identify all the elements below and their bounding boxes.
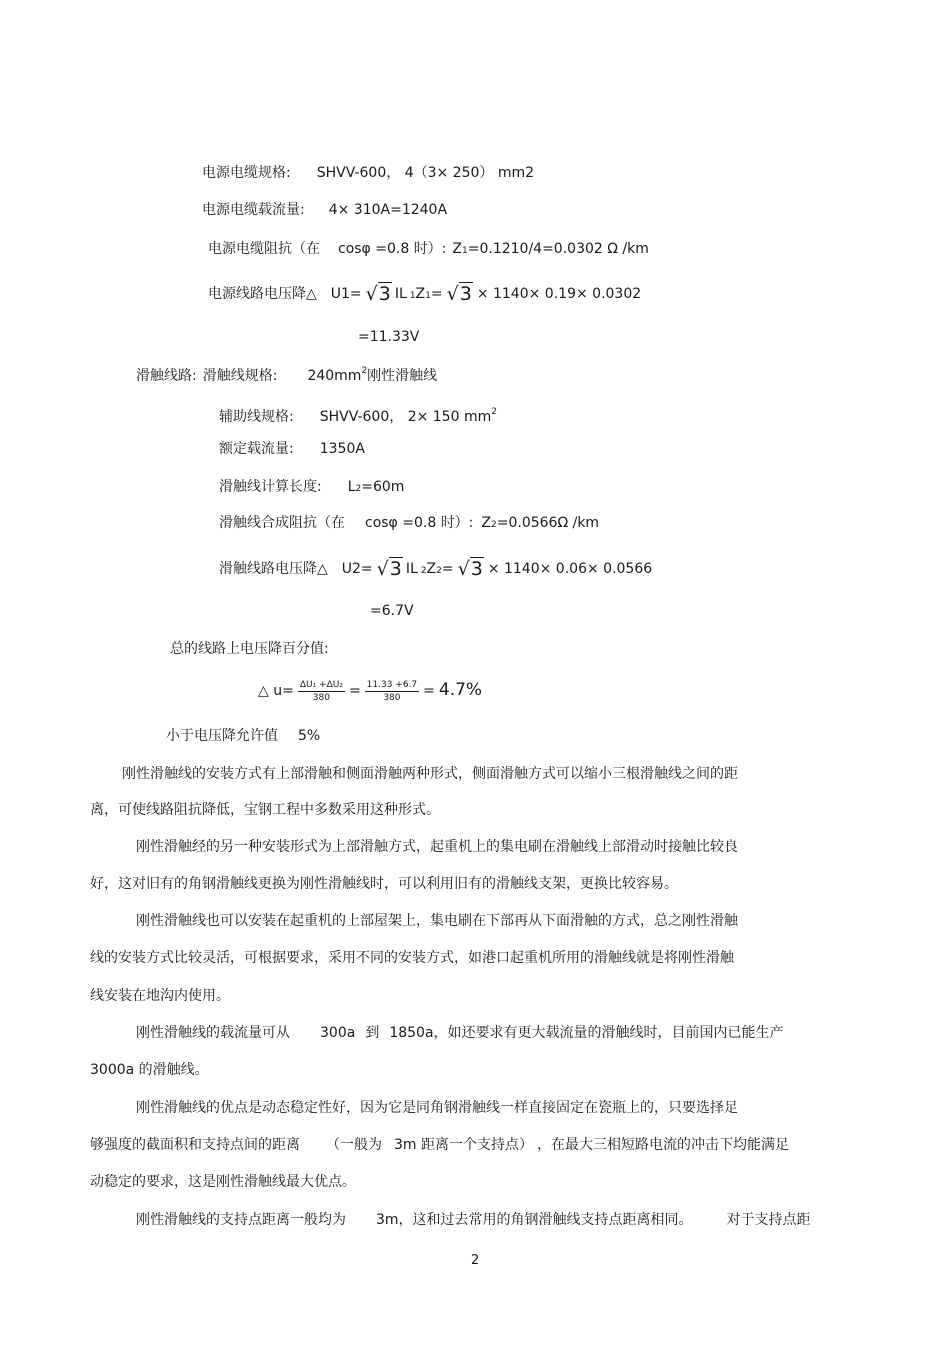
total-allow-label: 小于电压降允许值	[166, 728, 278, 744]
trolley-aux-value: SHVV-600， 2× 150 mm	[319, 409, 492, 425]
trolley-drop-result: =6.7V	[370, 603, 414, 619]
power-cable-impedance-z: Z	[452, 241, 462, 257]
power-cable-drop-result: =11.33V	[358, 329, 420, 345]
power-cable-capacity-value: 4× 310A=1240A	[328, 202, 448, 218]
total-allow-line	[166, 727, 320, 745]
paragraph-1-line-1: 刚性滑触线的安装方式有上部滑触和侧面滑触两种形式，侧面滑触方式可以缩小三根滑触线之间的距	[122, 766, 738, 782]
total-frac-1: $\frac{\text{ΔU₁ +ΔU₂}}{380}$	[299, 679, 343, 703]
trolley-spec-tail: 刚性滑触线	[367, 368, 438, 384]
trolley-drop-l-sub: 2	[420, 566, 427, 576]
total-eq-1: =	[348, 683, 361, 699]
trolley-imp-sub: 2	[491, 520, 497, 530]
trolley-length-line	[219, 478, 404, 498]
sqrt-three-3: √3	[376, 558, 402, 580]
p6-text-c: 对于支持点距	[726, 1212, 811, 1228]
trolley-drop-eq: =	[441, 561, 454, 577]
trolley-drop-il: IL	[405, 561, 418, 577]
p4-text-b: 300a	[320, 1025, 356, 1041]
sqrt-three-2: √3	[446, 283, 472, 305]
p5-text-a: 够强度的截面积和支持点间的距离	[90, 1137, 300, 1153]
paragraph-3-line-2: 线的安装方式比较灵活，可根据要求，采用不同的安装方式，如港口起重机所用的滑触线就是将刚性滑触	[90, 950, 734, 966]
paragraph-4-line-1	[136, 1024, 784, 1042]
p4-text-a: 刚性滑触线的载流量可从	[136, 1025, 290, 1041]
p5-text-b: （一般为	[326, 1137, 382, 1153]
trolley-aux-label: 辅助线规格:	[219, 409, 294, 425]
total-eq-2: =	[423, 683, 435, 699]
power-cable-spec-value: SHVV-600， 4（3× 250） mm2	[316, 165, 535, 181]
paragraph-3-line-3: 线安装在地沟内使用。	[90, 988, 230, 1004]
trolley-rated-line	[219, 440, 365, 458]
trolley-imp-z: Z	[481, 515, 491, 531]
total-allow-value: 5%	[298, 728, 321, 744]
power-cable-capacity-label: 电源电缆载流量:	[202, 202, 305, 218]
power-cable-capacity-line	[202, 201, 447, 219]
power-cable-drop-eq: =	[430, 286, 443, 302]
trolley-drop-z: Z	[426, 561, 437, 577]
p6-text-a: 刚性滑触线的支持点距离一般均为	[136, 1212, 346, 1228]
power-cable-impedance-value: =0.1210/4=0.0302 Ω /km	[467, 241, 649, 257]
total-label: 总的线路上电压降百分值:	[170, 641, 329, 657]
p4-text-d: 1850a，如还要求有更大载流量的滑触线时，目前国内已能生产	[389, 1025, 784, 1041]
trolley-imp-cos: cosφ =0.8 时）:	[365, 515, 474, 531]
trolley-drop-line	[219, 560, 652, 580]
p6-text-b: 3m，这和过去常用的角钢滑触线支持点距离相同。	[376, 1212, 693, 1228]
total-formula	[258, 677, 482, 704]
p4-text-c: 到	[365, 1025, 380, 1041]
trolley-drop-tail: × 1140× 0.06× 0.0566	[487, 561, 653, 577]
power-cable-drop-l-sub: 1	[409, 291, 416, 301]
power-cable-drop-il: IL	[394, 286, 407, 302]
trolley-rated-value: 1350A	[319, 441, 365, 457]
trolley-length-sub: 2	[355, 484, 362, 494]
trolley-heading: 滑触线路:	[136, 368, 197, 384]
trolley-aux-sup: 2	[491, 407, 497, 417]
paragraph-4-line-2: 3000a 的滑触线。	[90, 1062, 209, 1078]
trolley-spec-line	[136, 362, 437, 385]
trolley-length-value: =60m	[361, 479, 405, 495]
trolley-imp-label: 滑触线合成阻抗（在	[219, 515, 345, 531]
power-cable-spec-label: 电源电缆规格:	[202, 165, 291, 181]
power-cable-impedance-cos: cosφ =0.8 时）:	[338, 241, 447, 257]
sqrt-three-1: √3	[365, 283, 391, 305]
trolley-spec-sup: 2	[361, 366, 368, 376]
p5-text-d: ，在最大三相短路电流的冲击下均能满足	[537, 1137, 789, 1153]
trolley-impedance-line	[219, 514, 599, 534]
total-frac-2: $\frac{11.33 +6.7}{380}$	[366, 679, 418, 703]
trolley-length-label: 滑触线计算长度:	[219, 479, 322, 495]
trolley-length-l: L	[347, 479, 356, 495]
page-number: 2	[471, 1253, 480, 1268]
trolley-imp-value: =0.0566Ω /km	[496, 515, 600, 531]
trolley-drop-u: U2=	[341, 561, 373, 577]
sqrt-three-4: √3	[457, 558, 483, 580]
paragraph-5-line-3: 动稳定的要求，这是刚性滑触线最大优点。	[90, 1174, 356, 1190]
trolley-drop-label: 滑触线路电压降△	[219, 561, 328, 577]
paragraph-5-line-1: 刚性滑触线的优点是动态稳定性好，因为它是同角钢滑触线一样直接固定在瓷瓶上的，只要选择足	[136, 1100, 738, 1116]
power-cable-drop-line	[208, 285, 641, 305]
trolley-rated-label: 额定载流量:	[219, 441, 294, 457]
paragraph-2-line-1: 刚性滑触经的另一种安装形式为上部滑触方式，起重机上的集电刷在滑触线上部滑动时接触比较良	[136, 839, 738, 855]
trolley-aux-line	[219, 403, 497, 426]
power-cable-impedance-line	[208, 240, 649, 260]
power-cable-spec-line	[202, 164, 534, 182]
power-cable-impedance-sub: 1	[462, 246, 468, 256]
power-cable-impedance-label: 电源电缆阻抗（在	[208, 241, 320, 257]
paragraph-1-line-2: 离，可使线路阻抗降低，宝钢工程中多数采用这种形式。	[90, 802, 440, 818]
paragraph-6-line-1	[136, 1211, 811, 1229]
power-cable-drop-tail: × 1140× 0.19× 0.0302	[476, 286, 642, 302]
power-cable-drop-z-sub: 1	[425, 291, 431, 301]
trolley-spec-value: 240mm	[307, 368, 362, 384]
power-cable-drop-z: Z	[415, 286, 426, 302]
power-cable-drop-u: U1=	[330, 286, 362, 302]
total-result: 4.7%	[438, 680, 483, 700]
trolley-drop-z-sub: 2	[436, 566, 442, 576]
power-cable-drop-label: 电源线路电压降△	[208, 286, 317, 302]
p5-text-c: 3m 距离一个支持点）	[394, 1137, 533, 1153]
total-formula-prefix: △ u=	[258, 683, 294, 699]
paragraph-3-line-1: 刚性滑触线也可以安装在起重机的上部屋架上，集电刷在下部再从下面滑触的方式，总之刚性滑触	[136, 913, 738, 929]
trolley-spec-label: 滑触线规格:	[202, 368, 278, 384]
paragraph-5-line-2	[90, 1136, 789, 1154]
paragraph-2-line-2: 好，这对旧有的角钢滑触线更换为刚性滑触线时，可以利用旧有的滑触线支架，更换比较容易。	[90, 876, 678, 892]
